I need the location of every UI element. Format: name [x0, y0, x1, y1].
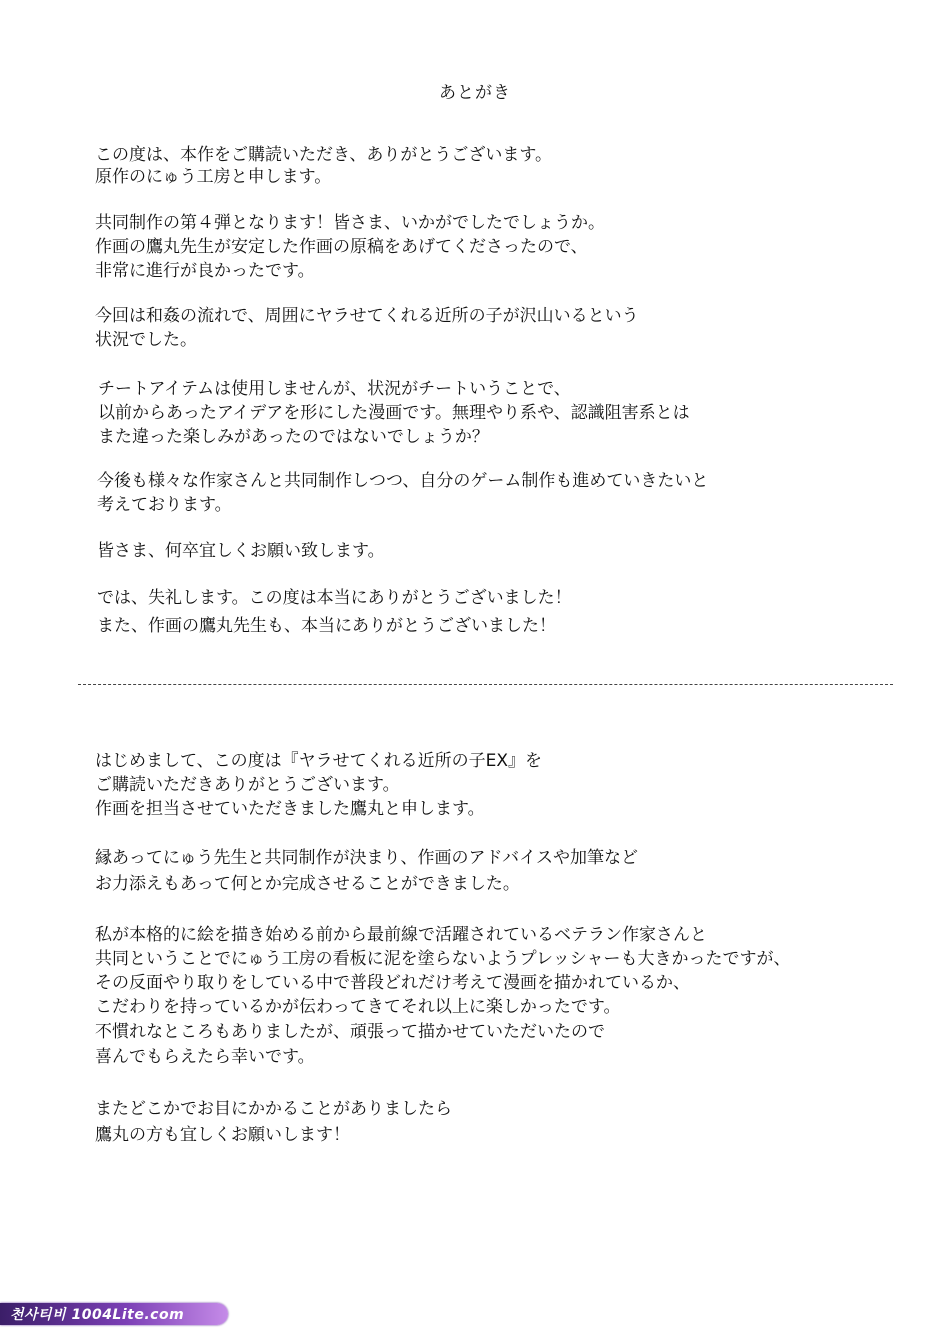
text-line: 今回は和姦の流れで、周囲にヤラせてくれる近所の子が沢山いるという	[95, 306, 639, 326]
text-line: 原作のにゅう工房と申します。	[95, 167, 332, 187]
text-line: 作画を担当させていただきました鷹丸と申します。	[95, 799, 485, 819]
text-line: 喜んでもらえたら幸いです。	[95, 1047, 315, 1067]
page-title: あとがき	[439, 83, 511, 103]
watermark-text: 천사티비 1004Lite.com	[10, 1307, 185, 1323]
text-line: 鷹丸の方も宜しくお願いします！	[95, 1125, 350, 1145]
text-line: お力添えもあって何とか完成させることができました。	[95, 874, 520, 894]
text-line: 状況でした。	[95, 330, 197, 350]
text-line: ご購読いただきありがとうございます。	[95, 775, 400, 795]
text-line: こだわりを持っているかが伝わってきてそれ以上に楽しかったです。	[95, 997, 621, 1017]
text-line: またどこかでお目にかかることがありましたら	[95, 1099, 452, 1119]
text-line: 考えております。	[97, 495, 232, 515]
text-line: チートアイテムは使用しませんが、状況がチートいうことで、	[98, 379, 571, 399]
section-divider	[78, 684, 893, 685]
text-line: 皆さま、何卒宜しくお願い致します。	[97, 541, 385, 561]
text-line: 私が本格的に絵を描き始める前から最前線で活躍されているベテラン作家さんと	[95, 925, 707, 945]
text-line: この度は、本作をご購読いただき、ありがとうございます。	[95, 145, 552, 165]
text-line: その反面やり取りをしている中で普段どれだけ考えて漫画を描かれているか、	[95, 973, 690, 993]
text-line: はじめまして、この度は『ヤラせてくれる近所の子EX』を	[95, 751, 543, 771]
text-line: 今後も様々な作家さんと共同制作しつつ、自分のゲーム制作も進めていきたいと	[97, 471, 709, 491]
watermark-badge	[0, 1303, 228, 1325]
text-line: では、失礼します。この度は本当にありがとうございました！	[97, 588, 572, 608]
text-line: また違った楽しみがあったのではないでしょうか？	[98, 427, 489, 447]
text-line: 共同ということでにゅう工房の看板に泥を塗らないようプレッシャーも大きかったですが、	[95, 949, 791, 969]
text-line: 不慣れなところもありましたが、頑張って描かせていただいたので	[95, 1022, 605, 1042]
text-line: 非常に進行が良かったです。	[95, 261, 315, 281]
text-line: 以前からあったアイデアを形にした漫画です。無理やり系や、認識阻害系とは	[98, 403, 690, 423]
text-line: 縁あってにゅう先生と共同制作が決まり、作画のアドバイスや加筆など	[95, 848, 638, 868]
text-line: また、作画の鷹丸先生も、本当にありがとうございました！	[97, 616, 556, 636]
text-line: 作画の鷹丸先生が安定した作画の原稿をあげてくださったので、	[95, 237, 588, 257]
text-line: 共同制作の第４弾となります！皆さま、いかがでしたでしょうか。	[95, 213, 605, 233]
